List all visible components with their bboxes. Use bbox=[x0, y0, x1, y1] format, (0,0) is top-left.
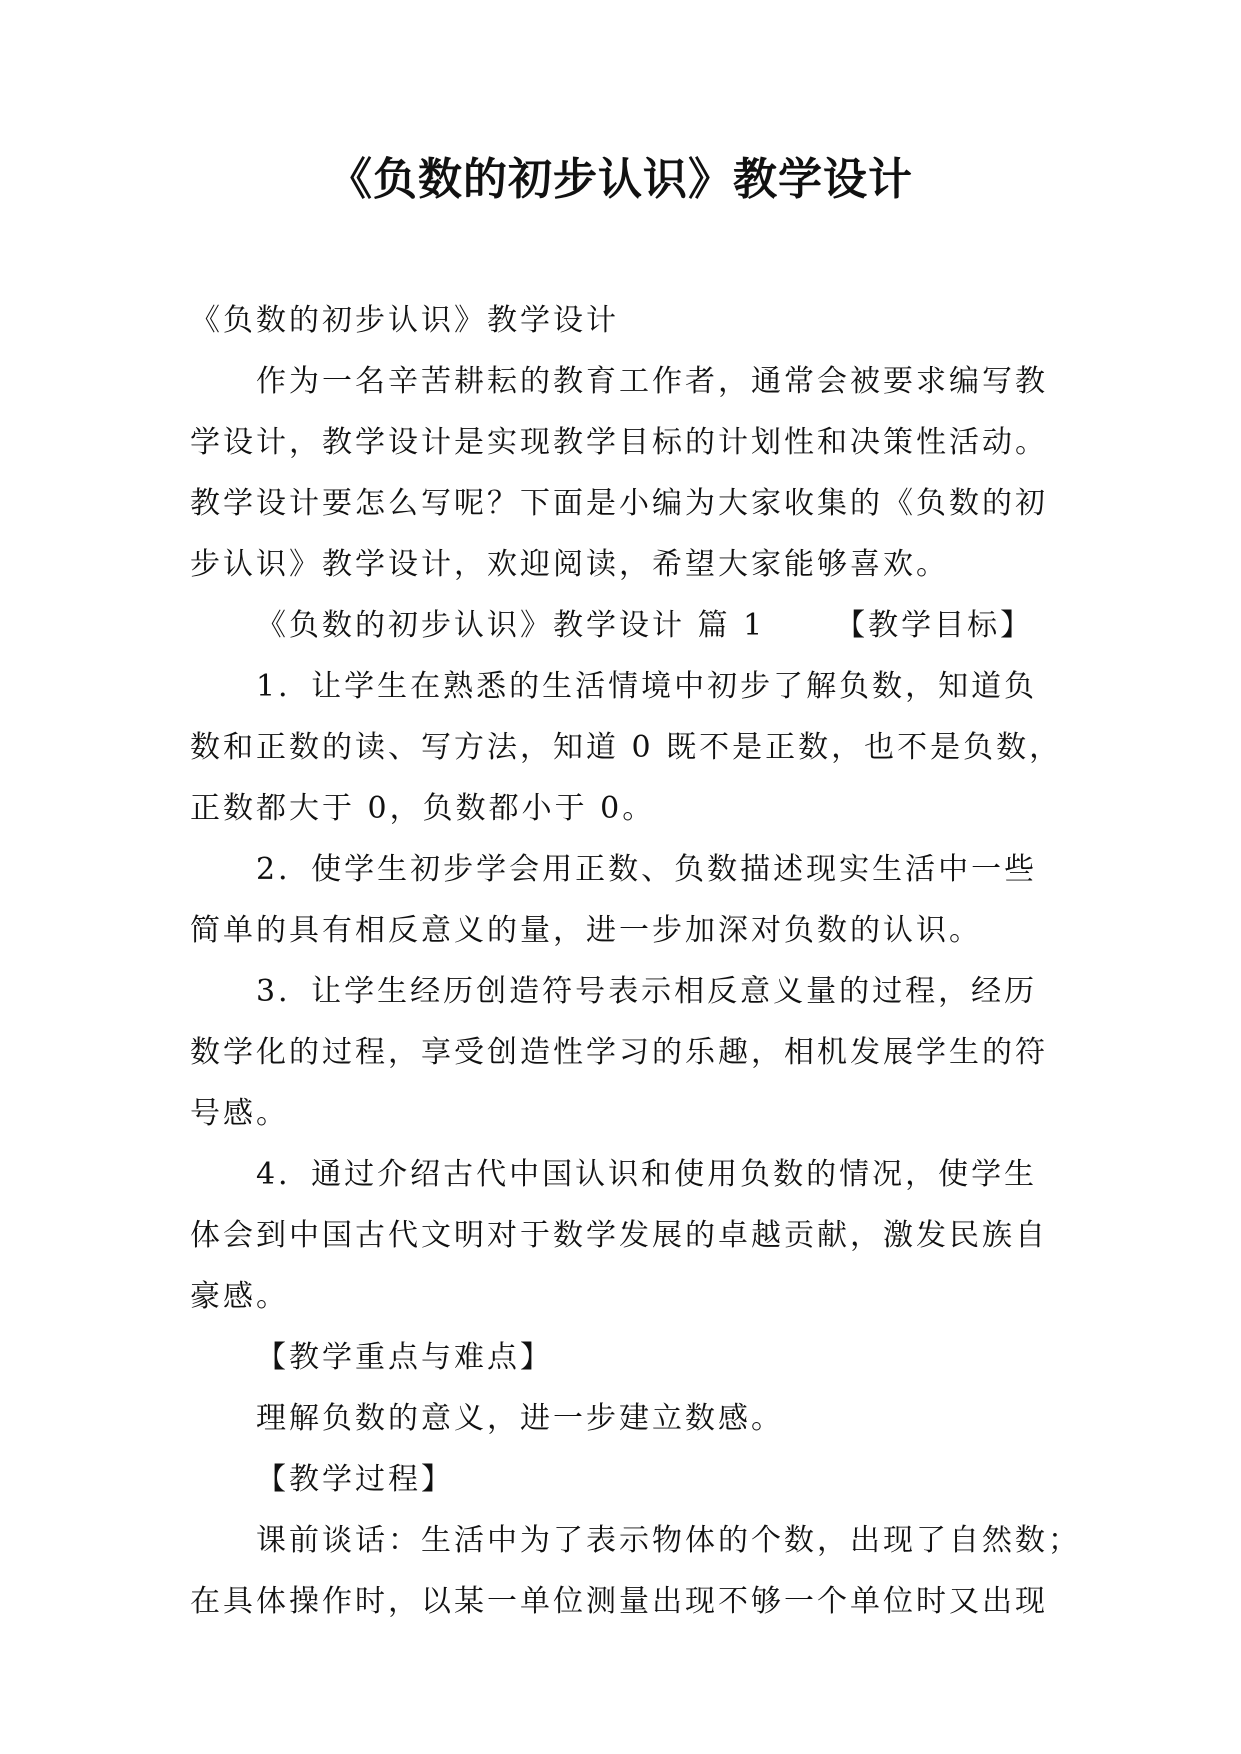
paragraph-line: 1．让学生在熟悉的生活情境中初步了解负数，知道负 bbox=[256, 669, 1038, 704]
paragraph-line: 体会到中国古代文明对于数学发展的卓越贡献，激发民族自 bbox=[190, 1218, 1048, 1253]
paragraph-line: 教学设计要怎么写呢？下面是小编为大家收集的《负数的初 bbox=[190, 486, 1048, 521]
paragraph-line: 号感。 bbox=[190, 1096, 289, 1131]
paragraph-line: 数学化的过程，享受创造性学习的乐趣，相机发展学生的符 bbox=[190, 1035, 1048, 1070]
paragraph-line: 理解负数的意义，进一步建立数感。 bbox=[256, 1401, 784, 1436]
paragraph-line: 豪感。 bbox=[190, 1279, 289, 1314]
paragraph-line: 步认识》教学设计，欢迎阅读，希望大家能够喜欢。 bbox=[190, 547, 949, 582]
section-heading-line bbox=[190, 595, 1045, 656]
paragraph-line: 正数都大于 0，负数都小于 0。 bbox=[190, 791, 656, 826]
paragraph-line: 在具体操作时，以某一单位测量出现不够一个单位时又出现 bbox=[190, 1584, 1048, 1619]
paragraph-line: 3．让学生经历创造符号表示相反意义量的过程，经历 bbox=[256, 974, 1038, 1009]
paragraph-line: 数和正数的读、写方法，知道 0 既不是正数，也不是负数， bbox=[190, 730, 1063, 765]
teaching-goals-heading: 【教学目标】 bbox=[835, 608, 1034, 643]
document-title: 《负数的初步认识》教学设计 bbox=[328, 154, 913, 205]
paragraph-line: 2．使学生初步学会用正数、负数描述现实生活中一些 bbox=[256, 852, 1038, 887]
subtitle-line: 《负数的初步认识》教学设计 bbox=[190, 303, 619, 338]
paragraph-line: 简单的具有相反意义的量，进一步加深对负数的认识。 bbox=[190, 913, 982, 948]
paragraph-line: 4．通过介绍古代中国认识和使用负数的情况，使学生 bbox=[256, 1157, 1038, 1192]
paragraph-line: 学设计，教学设计是实现教学目标的计划性和决策性活动。 bbox=[190, 425, 1048, 460]
document-body bbox=[190, 290, 1081, 1632]
paragraph-line: 作为一名辛苦耕耘的教育工作者，通常会被要求编写教 bbox=[256, 364, 1048, 399]
section-heading: 《负数的初步认识》教学设计 篇 1 bbox=[256, 608, 766, 643]
teaching-process-heading: 【教学过程】 bbox=[256, 1462, 454, 1497]
paragraph-line: 课前谈话：生活中为了表示物体的个数，出现了自然数； bbox=[256, 1523, 1081, 1558]
key-points-heading: 【教学重点与难点】 bbox=[256, 1340, 553, 1375]
